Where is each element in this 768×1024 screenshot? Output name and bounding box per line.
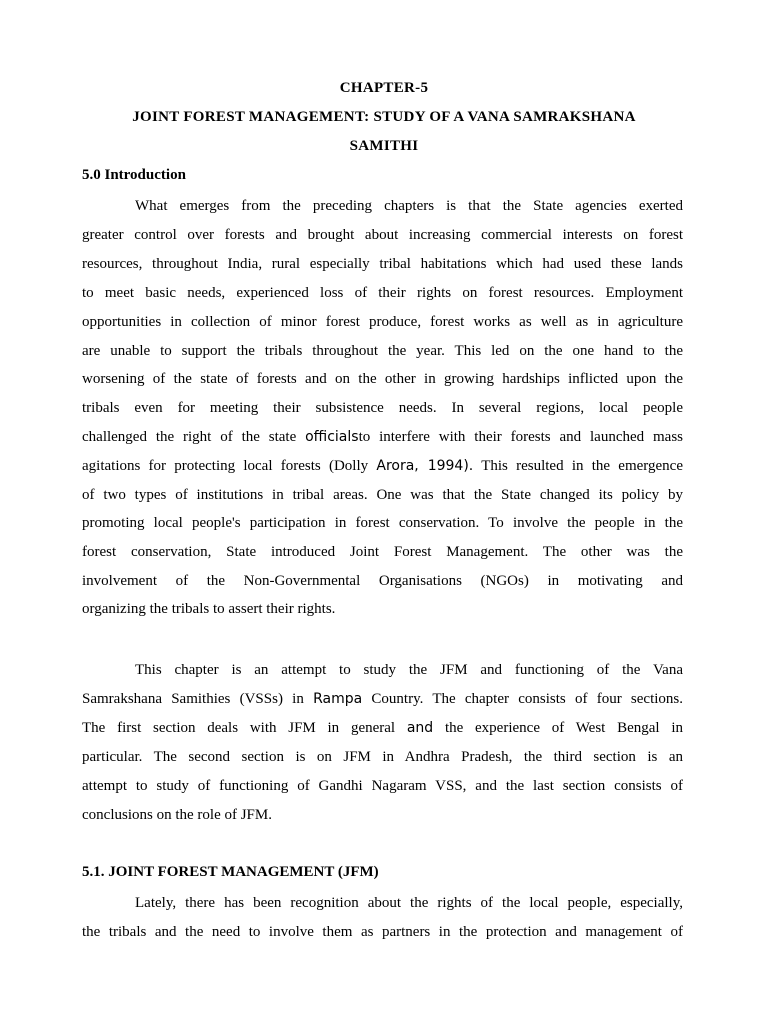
- paragraph-line: the tribals and the need to involve them as partners in the protection and management of: [82, 924, 683, 940]
- paragraph-line: resources, throughout India, rural especially tribal habitations which had used these lands: [82, 256, 683, 272]
- paragraph-line: to meet basic needs, experienced loss of their rights on forest resources. Employment: [82, 285, 683, 301]
- line-text-alt-font: and: [406, 720, 434, 736]
- paragraph-line: attempt to study of functioning of Gandhi Nagaram VSS, and the last section consists of: [82, 778, 683, 794]
- paragraph-line: [82, 428, 683, 446]
- line-text: to interfere with their forests and launched mass: [358, 429, 683, 445]
- line-text-alt-font: Arora, 1994).: [376, 458, 474, 474]
- line-text: Samrakshana Samithies (VSSs) in: [82, 691, 314, 707]
- paragraph-line: involvement of the Non-Governmental Organisations (NGOs) in motivating and: [82, 573, 683, 589]
- line-text: This resulted in the emergence: [473, 458, 683, 474]
- paragraph-line: [82, 719, 683, 737]
- paragraph-line: tribals even for meeting their subsistence needs. In several regions, local people: [82, 400, 683, 416]
- paragraph-line: Lately, there has been recognition about the rights of the local people, especially,: [135, 895, 683, 911]
- paragraph-line: What emerges from the preceding chapters is that the State agencies exerted: [135, 198, 683, 214]
- paragraph-line: of two types of institutions in tribal areas. One was that the State changed its policy by: [82, 487, 683, 503]
- line-text: The first section deals with JFM in general: [82, 720, 407, 736]
- line-text-alt-font: Rampa: [313, 691, 363, 707]
- chapter-title-line-2: SAMITHI: [349, 138, 419, 154]
- chapter-title-line-1: JOINT FOREST MANAGEMENT: STUDY OF A VANA SAMRAKSHANA: [132, 109, 636, 125]
- paragraph-line: particular. The second section is on JFM in Andhra Pradesh, the third section is an: [82, 749, 683, 765]
- paragraph-line: worsening of the state of forests and on the other in growing hardships inflicted upon the: [82, 371, 683, 387]
- line-text: the experience of West Bengal in: [433, 720, 684, 736]
- paragraph-line: greater control over forests and brought about increasing commercial interests on forest: [82, 227, 683, 243]
- paragraph-line: organizing the tribals to assert their rights.: [82, 601, 336, 617]
- paragraph-line: conclusions on the role of JFM.: [82, 807, 272, 823]
- paragraph-line: forest conservation, State introduced Joint Forest Management. The other was the: [82, 544, 683, 560]
- section-heading-introduction: 5.0 Introduction: [82, 167, 186, 183]
- line-text: challenged the right of the state: [82, 429, 306, 445]
- line-text-alt-font: officials: [305, 429, 359, 445]
- line-text: agitations for protecting local forests (Dolly: [82, 458, 377, 474]
- paragraph-line: promoting local people's participation in forest conservation. To involve the people in the: [82, 515, 683, 531]
- paragraph-line: [82, 457, 683, 475]
- paragraph-line: [82, 690, 683, 708]
- paragraph-line: This chapter is an attempt to study the JFM and functioning of the Vana: [135, 662, 683, 678]
- paragraph-line: are unable to support the tribals throughout the year. This led on the one hand to the: [82, 343, 683, 359]
- chapter-label: CHAPTER-5: [339, 80, 429, 96]
- line-text: Country. The chapter consists of four sections.: [362, 691, 683, 707]
- paragraph-line: opportunities in collection of minor forest produce, forest works as well as in agriculture: [82, 314, 683, 330]
- section-heading-jfm: 5.1. JOINT FOREST MANAGEMENT (JFM): [82, 864, 379, 880]
